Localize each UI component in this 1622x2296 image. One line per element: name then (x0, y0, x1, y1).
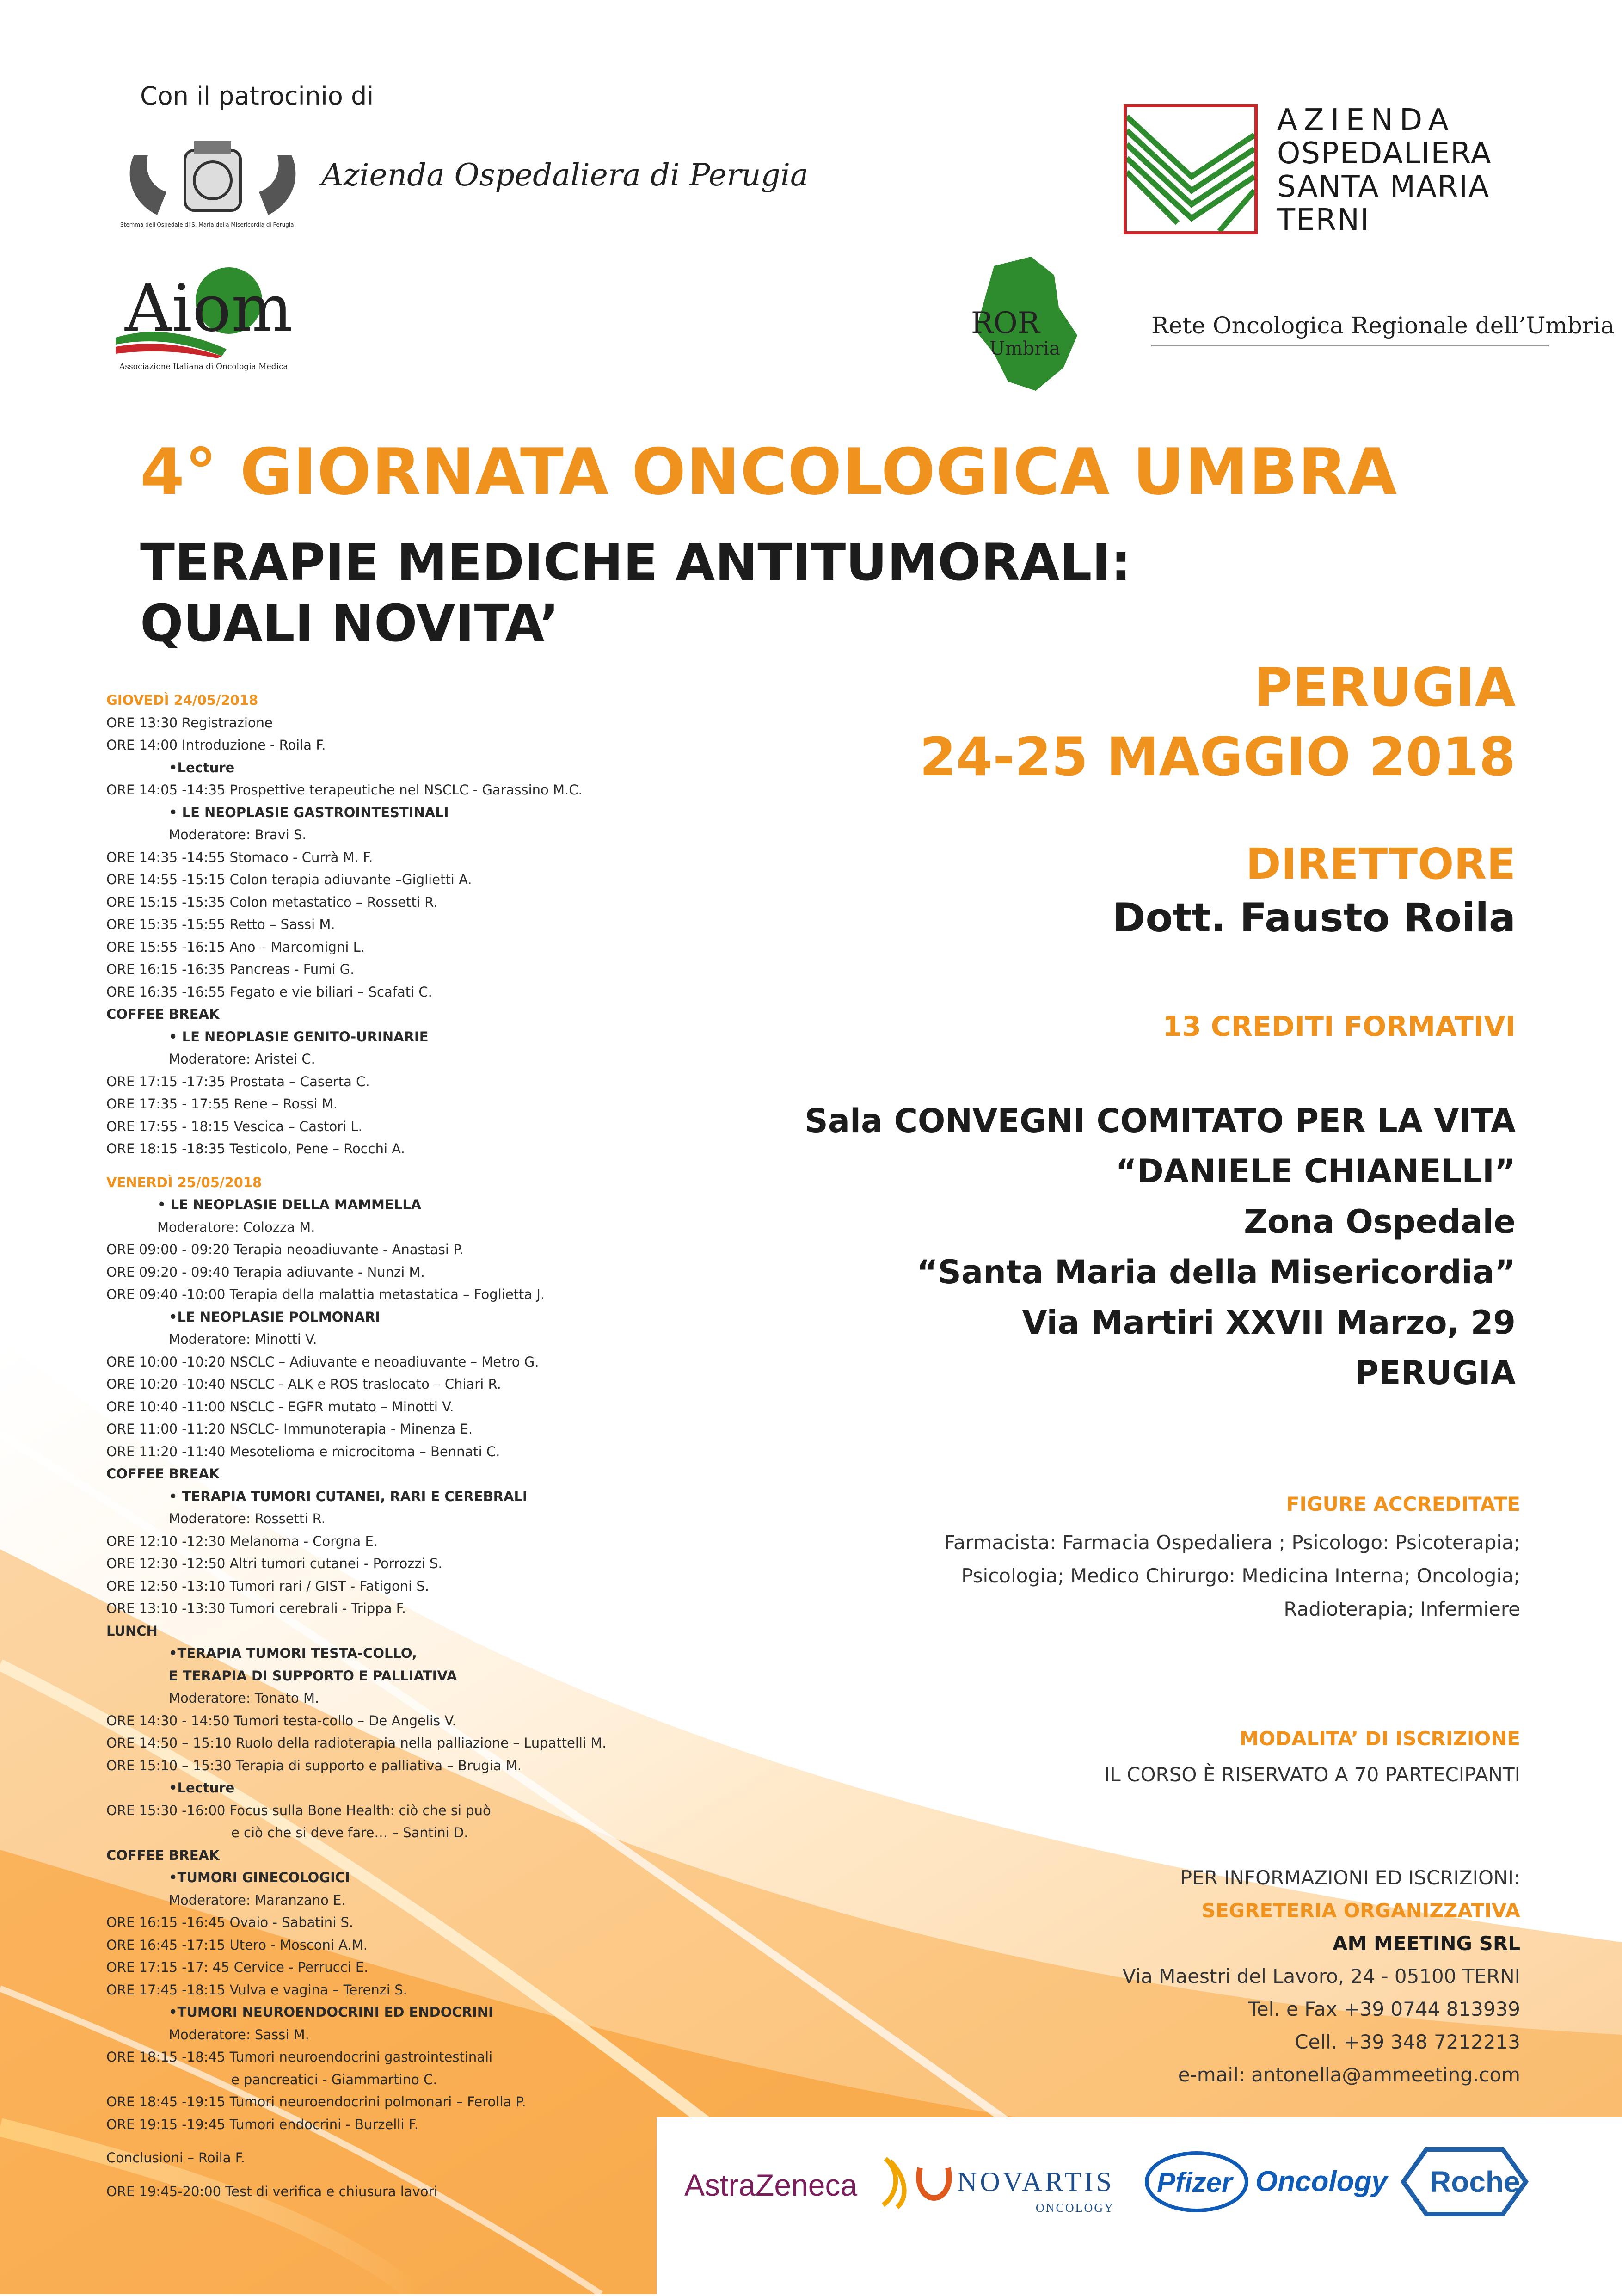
program-item: ORE 13:10 -13:30 Tumori cerebrali - Trippa F. (106, 1600, 406, 1616)
program-item: ORE 17:45 -18:15 Vulva e vagina – Terenzi S. (106, 1982, 407, 1998)
accreditation-line: Radioterapia; Infermiere (1284, 1598, 1520, 1620)
program-spacer (106, 2169, 661, 2180)
aiom-caption: Associazione Italiana di Oncologia Medica (119, 362, 288, 371)
venue-line: “DANIELE CHIANELLI” (1115, 1152, 1516, 1190)
pfizer-oncology: Oncology (1255, 2166, 1388, 2198)
astrazeneca-logo: AstraZeneca (684, 2168, 858, 2202)
program-item: ORE 10:20 -10:40 NSCLC - ALK e ROS traslocato – Chiari R. (106, 1376, 501, 1392)
program-item: •TERAPIA TUMORI TESTA-COLLO, (169, 1645, 417, 1661)
program-item: ORE 14:50 – 15:10 Ruolo della radioterapia nella palliazione – Lupattelli M. (106, 1735, 607, 1751)
program-item: •LE NEOPLASIE POLMONARI (169, 1309, 381, 1325)
program-item: ORE 12:10 -12:30 Melanoma - Corgna E. (106, 1533, 378, 1549)
program-spacer (106, 2136, 661, 2147)
event-dates: 24-25 MAGGIO 2018 (919, 726, 1516, 788)
azienda-line-4: TERNI (1277, 203, 1370, 237)
registration-text: IL CORSO È RISERVATO A 70 PARTECIPANTI (1104, 1763, 1520, 1786)
program-item: e ciò che si deve fare… – Santini D. (231, 1825, 468, 1840)
program-spacer (106, 1160, 661, 1171)
azienda-line-3: SANTA MARIA (1277, 170, 1490, 204)
program-item: Moderatore: Bravi S. (169, 827, 307, 843)
program-item: ORE 15:30 -16:00 Focus sulla Bone Health: ciò che si può (106, 1802, 491, 1818)
company-email[interactable]: e-mail: antonella@ammeeting.com (1178, 2063, 1520, 2086)
program-item: •TUMORI NEUROENDOCRINI ED ENDOCRINI (169, 2004, 493, 2020)
accreditation-title: FIGURE ACCREDITATE (1286, 1493, 1520, 1515)
crest-icon (116, 136, 310, 229)
program-item: ORE 18:15 -18:35 Testicolo, Pene – Rocchi A. (106, 1141, 405, 1157)
company-cell: Cell. +39 348 7212213 (1295, 2031, 1520, 2053)
program-item: ORE 15:10 – 15:30 Terapia di supporto e palliativa – Brugia M. (106, 1757, 522, 1773)
program-item: ORE 18:15 -18:45 Tumori neuroendocrini gastrointestinali (106, 2049, 493, 2065)
program-item: ORE 14:05 -14:35 Prospettive terapeutiche nel NSCLC - Garassino M.C. (106, 782, 583, 798)
program-item: • LE NEOPLASIE GENITO-URINARIE (169, 1028, 429, 1045)
program-item: Conclusioni – Roila F. (106, 2150, 245, 2166)
credits-label: 13 CREDITI FORMATIVI (1162, 1010, 1516, 1043)
program-item: ORE 09:00 - 09:20 Terapia neoadiuvante - Anastasi P. (106, 1242, 464, 1257)
novartis-logo: NOVARTIS (957, 2167, 1115, 2197)
program-item: ORE 12:30 -12:50 Altri tumori cutanei - Porrozzi S. (106, 1556, 442, 1571)
accreditation-line: Farmacista: Farmacia Ospedaliera ; Psicologo: Psicoterapia; (944, 1531, 1520, 1554)
program-item: ORE 10:40 -11:00 NSCLC - EGFR mutato – Minotti V. (106, 1398, 454, 1415)
program-item: ORE 14:35 -14:55 Stomaco - Currà M. F. (106, 849, 373, 865)
secretariat-label: SEGRETERIA ORGANIZZATIVA (1201, 1899, 1520, 1922)
program-item: ORE 14:30 - 14:50 Tumori testa-collo – De Angelis V. (106, 1712, 456, 1729)
company-name: AM MEETING SRL (1333, 1932, 1520, 1955)
program-item: • TERAPIA TUMORI CUTANEI, RARI E CEREBRALI (169, 1488, 528, 1504)
program-item: ORE 15:15 -15:35 Colon metastatico – Rossetti R. (106, 894, 438, 910)
program-item: •Lecture (169, 759, 235, 776)
program-item: Moderatore: Aristei C. (169, 1051, 315, 1067)
event-title: 4° GIORNATA ONCOLOGICA UMBRA (140, 435, 1398, 509)
venue-block (805, 1096, 1516, 1398)
program-item: COFFEE BREAK (106, 1847, 220, 1863)
accreditation-line: Psicologia; Medico Chirurgo: Medicina Interna; Oncologia; (961, 1564, 1520, 1587)
umbria-map-icon (966, 257, 1087, 395)
aop-name: Azienda Ospedaliera di Perugia (321, 157, 809, 193)
director-label: DIRETTORE (1246, 839, 1516, 889)
program-item: ORE 16:15 -16:45 Ovaio - Sabatini S. (106, 1914, 354, 1930)
azienda-logo (1124, 99, 1512, 238)
venue-line: PERUGIA (1355, 1354, 1516, 1392)
sponsors-bar (657, 2117, 1622, 2294)
company-address: Via Maestri del Lavoro, 24 - 05100 TERNI (1122, 1965, 1520, 1988)
program-item: E TERAPIA DI SUPPORTO E PALLIATIVA (169, 1668, 457, 1684)
program-item: ORE 11:20 -11:40 Mesotelioma e microcitoma – Bennati C. (106, 1443, 500, 1459)
aop-logo (116, 136, 809, 238)
azienda-line-2: OSPEDALIERA (1277, 136, 1492, 171)
subtitle-line-2: QUALI NOVITA’ (140, 594, 559, 653)
program-item: ORE 09:20 - 09:40 Terapia adiuvante - Nunzi M. (106, 1264, 425, 1280)
program-item: ORE 15:35 -15:55 Retto – Sassi M. (106, 917, 335, 932)
program-item: Moderatore: Rossetti R. (169, 1511, 326, 1527)
program-item: ORE 15:55 -16:15 Ano – Marcomigni L. (106, 939, 365, 955)
ror-mark-text: ROR (971, 306, 1040, 340)
venue-line: Sala CONVEGNI COMITATO PER LA VITA (805, 1102, 1516, 1140)
venue-line: “Santa Maria della Misericordia” (916, 1253, 1516, 1291)
info-label: PER INFORMAZIONI ED ISCRIZIONI: (1180, 1866, 1520, 1889)
registration-title: MODALITA’ DI ISCRIZIONE (1239, 1727, 1520, 1750)
program-item: ORE 16:35 -16:55 Fegato e vie biliari – Scafati C. (106, 984, 432, 1000)
program-item: • LE NEOPLASIE DELLA MAMMELLA (157, 1197, 422, 1213)
program-item: ORE 17:15 -17:35 Prostata – Caserta C. (106, 1073, 370, 1090)
novartis-sub: ONCOLOGY (1036, 2201, 1114, 2215)
program-item: ORE 17:15 -17: 45 Cervice - Perrucci E. (106, 1959, 369, 1975)
program-item: • LE NEOPLASIE GASTROINTESTINALI (169, 804, 449, 820)
program-item: Moderatore: Colozza M. (157, 1219, 315, 1235)
program-item: ORE 16:45 -17:15 Utero - Mosconi A.M. (106, 1937, 368, 1953)
venue-line: Via Martiri XXVII Marzo, 29 (1022, 1304, 1516, 1342)
company-phone: Tel. e Fax +39 0744 813939 (1248, 1998, 1520, 2020)
crest-caption: Stemma dell'Ospedale di S. Maria della Misericordia di Perugia (120, 222, 294, 228)
patronage-label: Con il patrocinio di (140, 81, 374, 111)
program-item: ORE 19:45-20:00 Test di verifica e chiusura lavori (106, 2183, 438, 2199)
venue-line: Zona Ospedale (1244, 1203, 1516, 1241)
roche-logo: Roche (1430, 2165, 1520, 2198)
program-item: COFFEE BREAK (106, 1466, 220, 1482)
ror-sub-text: Umbria (989, 338, 1061, 359)
program-item: •Lecture (169, 1780, 235, 1796)
program-item: ORE 12:50 -13:10 Tumori rari / GIST - Fatigoni S. (106, 1578, 430, 1594)
program-item: Moderatore: Minotti V. (169, 1331, 317, 1347)
program-item: ORE 14:55 -15:15 Colon terapia adiuvante –Giglietti A. (106, 872, 472, 887)
program-item: ORE 18:45 -19:15 Tumori neuroendocrini polmonari – Ferolla P. (106, 2094, 526, 2110)
program-day-header: VENERDÌ 25/05/2018 (106, 1174, 262, 1190)
program-item: LUNCH (106, 1623, 158, 1639)
program-item: Moderatore: Sassi M. (169, 2026, 309, 2043)
event-subtitle (140, 532, 1131, 654)
ror-divider (1151, 345, 1549, 346)
program-item: ORE 17:35 - 17:55 Rene – Rossi M. (106, 1096, 338, 1112)
ror-name: Rete Oncologica Regionale dell’Umbria (1151, 312, 1615, 339)
program-item: •TUMORI GINECOLOGICI (169, 1870, 350, 1885)
accreditation-text (944, 1526, 1520, 1626)
program-item: ORE 19:15 -19:45 Tumori endocrini - Burzelli F. (106, 2116, 418, 2132)
director-name: Dott. Fausto Roila (1112, 895, 1516, 941)
aiom-mark-text: Aiom (125, 271, 293, 346)
contacts-block (1123, 1861, 1520, 2091)
sponsor-logos (657, 2117, 1622, 2294)
program-item: ORE 09:40 -10:00 Terapia della malattia metastatica – Foglietta J. (106, 1286, 545, 1302)
azienda-emblem (1124, 104, 1258, 234)
ror-logo (966, 257, 1615, 395)
program-item: ORE 11:00 -11:20 NSCLC- Immunoterapia - Minenza E. (106, 1421, 473, 1437)
program-item: ORE 10:00 -10:20 NSCLC – Adiuvante e neoadiuvante – Metro G. (106, 1354, 539, 1370)
program-item: Moderatore: Tonato M. (169, 1690, 319, 1706)
program-schedule (106, 689, 661, 2203)
azienda-emblem-icon (1127, 107, 1254, 231)
novartis-icon (919, 2168, 949, 2198)
program-item: ORE 16:15 -16:35 Pancreas - Fumi G. (106, 961, 355, 977)
program-item: e pancreatici - Giammartino C. (231, 2071, 437, 2087)
subtitle-line-1: TERAPIE MEDICHE ANTITUMORALI: (140, 533, 1131, 592)
astrazeneca-icon (883, 2159, 904, 2207)
program-item: ORE 17:55 - 18:15 Vescica – Castori L. (106, 1118, 362, 1134)
program-item: COFFEE BREAK (106, 1006, 220, 1022)
program-day-header: GIOVEDÌ 24/05/2018 (106, 692, 258, 708)
aiom-logo (116, 257, 338, 377)
program-item: Moderatore: Maranzano E. (169, 1892, 346, 1908)
event-city: PERUGIA (1254, 657, 1516, 718)
pfizer-logo: Pfizer (1157, 2167, 1233, 2198)
program-item: ORE 14:00 Introduzione - Roila F. (106, 737, 326, 753)
aiom-mark-icon (116, 257, 328, 358)
program-item: ORE 13:30 Registrazione (106, 714, 273, 731)
azienda-line-1: AZIENDA (1277, 103, 1455, 137)
